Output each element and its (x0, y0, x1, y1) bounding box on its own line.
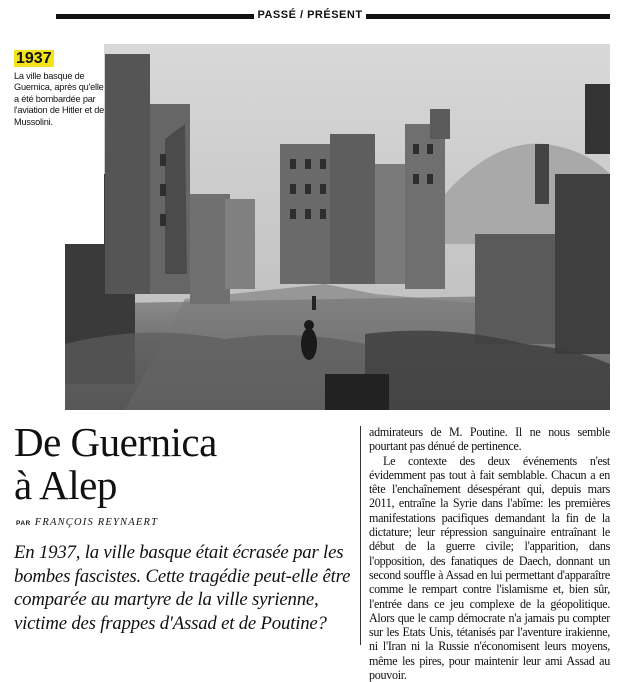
byline-author: FRANÇOIS REYNAERT (34, 517, 159, 528)
caption-year: 1937 (16, 50, 52, 67)
body-paragraph-2: Le contexte des deux événements n'est évidemment pas tout à fait semblable. Chacun a en tête l'enchaînement désespérant qui, depuis mars 2011, entraîne la Syrie dans l'abîme: les premières manifestations pacifiques demandant la fin de la dictature; leur répression sanguinaire entraînant le début de la guerre civile; l'apparition, dans l'opposition, des fanatiques de Daech, donnant un second souffle à Assad en lui permettant d'apparaître comme le rempart contre l'islamisme et, bien sûr, l'entrée dans ce jeu complexe de la géopolitique. Alors que le camp démocrate n'a jamais pu compter sur les Etats Unis, tétanisés par l'aventure irakienne, ni l'Iran ni la Russie n'économisent leurs moyens, même les pires, pour maintenir leur ami Assad au pouvoir. (369, 453, 610, 682)
body-paragraph-1: admirateurs de M. Poutine. Il ne nous semble pourtant pas dénué de pertinence. (369, 425, 610, 454)
article-body-column (369, 425, 610, 682)
column-divider (360, 426, 361, 645)
headline-line-1: De Guernica (14, 419, 217, 465)
article-headline (14, 421, 354, 507)
article-lede: En 1937, la ville basque était écrasée par les bombes fascistes. Cette tragédie peut-elle être comparée au martyre de la ville syrienne, victime des frappes d'Assad et de Poutine? (14, 542, 351, 634)
byline (16, 517, 158, 528)
rubric-rule-right (366, 14, 610, 19)
photo-caption: La ville basque de Guernica, après qu'elle a été bombardée par l'aviation de Hitler et de Mussolini. (14, 71, 105, 127)
section-rubric: PASSÉ / PRÉSENT (257, 9, 363, 21)
section-rubric-bar (0, 11, 636, 19)
byline-prefix: PAR (16, 520, 31, 527)
headline-line-2: à Alep (14, 462, 117, 508)
rubric-rule-left (56, 14, 254, 19)
guernica-ruins-photo (65, 44, 610, 410)
